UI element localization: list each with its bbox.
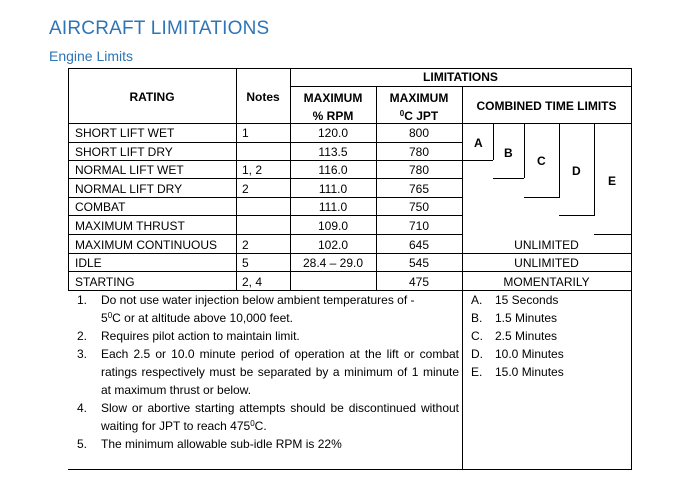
footnote-text-part: C. xyxy=(254,419,267,433)
jpt-cell: 750 xyxy=(408,200,430,214)
combined-cell: UNLIMITED xyxy=(514,238,579,252)
table-border-top xyxy=(290,68,631,69)
footnote-5 xyxy=(77,435,459,453)
time-limit-letter: A. xyxy=(471,293,483,307)
stair-line-c xyxy=(524,197,560,198)
notes-header: Notes xyxy=(246,90,280,104)
max-jpt-header-line2: C JPT xyxy=(404,109,439,123)
footnote-number: 2. xyxy=(77,329,88,343)
jpt-cell: 545 xyxy=(408,256,430,270)
footnote-text-part: Slow or abortive starting attempts should be discontinued without waiting for JPT to reach 475 xyxy=(101,401,459,433)
jpt-cell: 800 xyxy=(408,126,430,140)
table-border-top-left xyxy=(68,68,290,69)
max-rpm-header-line2: % RPM xyxy=(312,109,354,123)
jpt-cell: 645 xyxy=(408,238,430,252)
rating-cell: IDLE xyxy=(75,256,102,270)
notes-cell: 2 xyxy=(242,182,249,196)
time-limit-value: 1.5 Minutes xyxy=(495,311,558,325)
combined-cell: MOMENTARILY xyxy=(503,275,590,289)
footnote-text: The minimum allowable sub-idle RPM is 22% xyxy=(101,437,342,451)
stair-line-c xyxy=(559,123,560,197)
stair-letter-a: A xyxy=(474,136,483,150)
row-line xyxy=(68,215,462,216)
footnote-text xyxy=(101,399,459,435)
degree-symbol: 0 xyxy=(250,419,255,428)
table-border-right xyxy=(631,68,632,470)
rating-cell: NORMAL LIFT WET xyxy=(75,163,184,177)
footnote-number: 4. xyxy=(77,401,88,415)
jpt-cell: 710 xyxy=(408,219,430,233)
footnote-number: 1. xyxy=(77,293,88,307)
footnote-4 xyxy=(77,399,459,435)
rpm-cell: 113.5 xyxy=(318,145,348,159)
page-title: AIRCRAFT LIMITATIONS xyxy=(49,18,270,39)
stair-line-e xyxy=(594,234,631,235)
footnote-text-part: C or at altitude above 10,000 feet. xyxy=(112,311,293,325)
time-limit-letter: D. xyxy=(471,347,483,361)
footnote-text: Requires pilot action to maintain limit. xyxy=(101,329,300,343)
rpm-cell: 28.4 – 29.0 xyxy=(302,256,364,270)
time-limit-letter: C. xyxy=(471,329,483,343)
footnote-text xyxy=(101,291,459,327)
time-limit-letter: E. xyxy=(471,365,483,379)
time-limit-value: 15 Seconds xyxy=(495,293,559,307)
footnote-text-part: 5 xyxy=(101,311,108,325)
time-limit-value: 2.5 Minutes xyxy=(495,329,558,343)
header-bottom-line xyxy=(68,123,631,124)
rating-cell: STARTING xyxy=(75,275,135,289)
rating-cell: SHORT LIFT DRY xyxy=(75,145,173,159)
notes-cell: 2 xyxy=(242,238,249,252)
jpt-cell: 765 xyxy=(408,182,430,196)
row-line xyxy=(68,197,462,198)
stair-line-d xyxy=(559,215,595,216)
footnote-number: 3. xyxy=(77,347,88,361)
footnote-2 xyxy=(77,327,459,345)
max-jpt-header-line1: MAXIMUM xyxy=(389,91,449,105)
rating-cell: MAXIMUM CONTINUOUS xyxy=(75,238,217,252)
jpt-cell: 780 xyxy=(408,145,430,159)
stair-line-d xyxy=(594,123,595,215)
row-line xyxy=(68,178,462,179)
max-jpt-header xyxy=(376,91,462,123)
jpt-cell: 780 xyxy=(408,163,430,177)
footnote-3 xyxy=(77,345,459,399)
degree-symbol: 0 xyxy=(107,311,113,320)
stair-letter-b: B xyxy=(504,146,513,160)
rpm-cell: 111.0 xyxy=(318,200,348,214)
rpm-cell: 102.0 xyxy=(317,238,349,252)
stair-line-a xyxy=(462,160,493,161)
row-line xyxy=(68,253,631,254)
rating-cell: SHORT LIFT WET xyxy=(75,126,175,140)
limitations-header: LIMITATIONS xyxy=(423,70,498,84)
rpm-cell: 111.0 xyxy=(318,182,348,196)
stair-letter-e: E xyxy=(608,174,617,188)
notes-cell: 1 xyxy=(242,126,249,140)
rpm-cell: 120.0 xyxy=(317,126,349,140)
stair-line-a xyxy=(493,123,494,160)
section-subtitle: Engine Limits xyxy=(49,48,134,64)
notes-cell: 2, 4 xyxy=(242,275,263,289)
stair-letter-c: C xyxy=(537,154,546,168)
stair-line-b xyxy=(524,123,525,178)
jpt-cell: 475 xyxy=(408,275,430,289)
max-rpm-header-line1: MAXIMUM xyxy=(303,91,363,105)
row-line xyxy=(68,271,631,272)
stair-line-b xyxy=(493,178,524,179)
footnote-text-part: Do not use water injection below ambient temperatures of - xyxy=(101,293,415,307)
table-border-bottom xyxy=(68,469,631,470)
combined-cell: UNLIMITED xyxy=(514,256,579,270)
combined-time-limits-header: COMBINED TIME LIMITS xyxy=(476,99,617,113)
rpm-cell: 109.0 xyxy=(317,219,349,233)
time-limit-value: 10.0 Minutes xyxy=(495,347,564,361)
row-line xyxy=(68,160,462,161)
footnote-number: 5. xyxy=(77,437,88,451)
rating-header: RATING xyxy=(129,90,175,104)
footnote-1 xyxy=(77,291,459,327)
row-line xyxy=(68,234,462,235)
max-rpm-header xyxy=(290,91,376,123)
time-limit-value: 15.0 Minutes xyxy=(495,365,564,379)
rating-cell: NORMAL LIFT DRY xyxy=(75,182,183,196)
rating-cell: COMBAT xyxy=(75,200,126,214)
stair-letter-d: D xyxy=(572,164,581,178)
rating-cell: MAXIMUM THRUST xyxy=(75,219,185,233)
time-limit-letter: B. xyxy=(471,311,483,325)
notes-cell: 5 xyxy=(242,256,249,270)
limitations-underline xyxy=(290,86,631,87)
footnote-text: Each 2.5 or 10.0 minute period of operation at the lift or combat ratings respectively must be separated by a minimum of 1 minute at maximum thrust or below. xyxy=(101,347,459,397)
degree-symbol: 0 xyxy=(399,109,405,118)
notes-cell: 1, 2 xyxy=(242,163,263,177)
row-line xyxy=(68,142,462,143)
rpm-cell: 116.0 xyxy=(318,163,348,177)
